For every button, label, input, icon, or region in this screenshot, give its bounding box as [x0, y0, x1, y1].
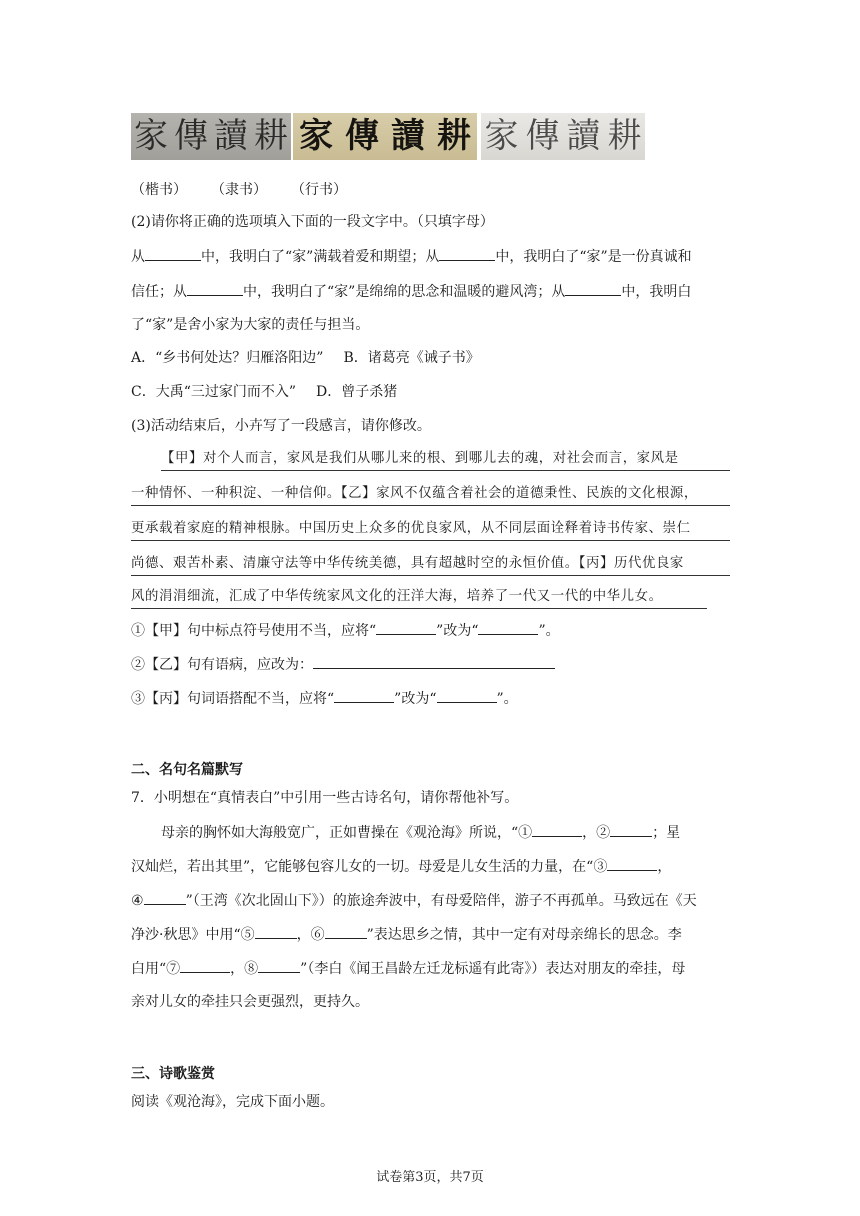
option-b: B．诸葛亮《诫子书》	[343, 350, 480, 366]
calligraphy-glyph: 傳	[174, 116, 208, 156]
calligraphy-glyph: 讀	[566, 116, 601, 156]
text: 净沙·秋思》中用“⑤	[131, 927, 255, 943]
q3-sub3	[131, 688, 518, 709]
text: 白用“⑦	[131, 961, 181, 977]
text: 信任；从	[131, 284, 187, 300]
text: ④	[131, 893, 144, 909]
passage-line: 尚德、艰苦朴素、清廉守法等中华传统美德，具有超越时空的永恒价值。【丙】历代优良家	[131, 553, 730, 576]
answer-blank[interactable]	[610, 822, 652, 837]
passage-line: 更承载着家庭的精神根脉。中国历史上众多的优良家风，从不同层面诠释着诗书传家、崇仁	[131, 518, 730, 541]
q3-sub1	[131, 620, 560, 641]
text: ，⑥	[296, 927, 325, 943]
q2-prompt: (2)请你将正确的选项填入下面的一段文字中。（只填字母）	[131, 214, 494, 230]
answer-blank[interactable]	[255, 924, 297, 939]
caption-kaishu: （楷书）	[131, 182, 187, 198]
calligraphy-image-kaishu	[131, 113, 291, 160]
text: ，⑧	[230, 961, 259, 977]
text: ”。	[538, 623, 560, 639]
q2-line-1	[131, 246, 692, 267]
q2-options-ab	[131, 348, 480, 368]
caption-lishu: （隶书）	[211, 182, 267, 198]
answer-blank[interactable]	[187, 281, 243, 296]
text: 从	[131, 249, 145, 265]
answer-blank[interactable]	[313, 654, 555, 669]
text: ，②	[582, 825, 611, 841]
option-d: D．曾子杀猪	[316, 384, 398, 400]
calligraphy-image-xingshu	[481, 113, 645, 160]
calligraphy-glyph: 家	[299, 116, 333, 156]
q2-line-3: 了“家”是舍小家为大家的责任与担当。	[131, 317, 370, 333]
passage-line: 风的涓涓细流，汇成了中华传统家风文化的汪洋大海，培养了一代又一代的中华儿女。	[131, 586, 707, 609]
section-heading: 三、诗歌鉴赏	[131, 1066, 215, 1082]
passage-line: 【甲】对个人而言，家风是我们从哪儿来的根、到哪儿去的魂，对社会而言，家风是	[161, 448, 730, 471]
q2-options-cd	[131, 382, 397, 402]
option-a: A．“乡书何处达？归雁洛阳边”	[131, 350, 324, 366]
section-heading: 二、名句名篇默写	[131, 762, 243, 778]
answer-blank[interactable]	[325, 924, 367, 939]
q7-line-3	[131, 890, 697, 911]
text: ”改为“	[394, 691, 437, 707]
calligraphy-glyph: 家	[134, 116, 168, 156]
answer-blank[interactable]	[532, 822, 582, 837]
text: ”表达思乡之情，其中一定有对母亲绵长的思念。李	[366, 927, 682, 943]
option-c: C．大禹“三过家门而不入”	[131, 384, 297, 400]
calligraphy-glyph: 耕	[437, 116, 471, 156]
text: ，	[657, 859, 672, 875]
calligraphy-glyph: 家	[484, 116, 519, 156]
calligraphy-glyph: 耕	[607, 116, 642, 156]
calligraphy-image-lishu	[293, 113, 477, 160]
caption-xingshu: （行书）	[291, 182, 347, 198]
text: ”。	[496, 691, 518, 707]
text: ；星	[652, 825, 681, 841]
text: 母亲的胸怀如大海般宽广，正如曹操在《观沧海》所说，“①	[161, 825, 533, 841]
text: 中，我明白了“家”是一份真诚和	[495, 249, 692, 265]
q7-prompt: 7．小明想在“真情表白”中引用一些古诗名句，请你帮他补写。	[131, 790, 519, 806]
answer-blank[interactable]	[258, 958, 300, 973]
calligraphy-glyph: 讀	[391, 116, 425, 156]
answer-blank[interactable]	[376, 620, 436, 635]
answer-blank[interactable]	[145, 246, 201, 261]
answer-blank[interactable]	[334, 688, 394, 703]
text: ②【乙】句有语病，应改为：	[131, 657, 313, 673]
q3-sub2	[131, 654, 555, 675]
answer-blank[interactable]	[144, 890, 186, 905]
text: ”（李白《闻王昌龄左迁龙标遥有此寄》）表达对朋友的牵挂，母	[300, 961, 686, 977]
passage-line: 一种情怀、一种积淀、一种信仰。【乙】家风不仅蕴含着社会的道德秉性、民族的文化根源，	[131, 483, 730, 506]
calligraphy-glyph: 耕	[254, 116, 288, 156]
section3-intro: 阅读《观沧海》，完成下面小题。	[131, 1094, 334, 1110]
answer-blank[interactable]	[607, 856, 657, 871]
text: 汉灿烂，若出其里”，它能够包容儿女的一切。母爱是儿女生活的力量，在“③	[131, 859, 608, 875]
calligraphy-glyph: 傳	[525, 116, 560, 156]
q7-line-1	[161, 822, 680, 843]
page-footer: 试卷第3页，共7页	[376, 1170, 484, 1185]
answer-blank[interactable]	[478, 620, 538, 635]
text: ③【丙】句词语搭配不当，应将“	[131, 691, 335, 707]
text: ①【甲】句中标点符号使用不当，应将“	[131, 623, 377, 639]
answer-blank[interactable]	[437, 688, 497, 703]
text: ”（王湾《次北固山下》）的旅途奔波中，有母爱陪伴，游子不再孤单。马致远在《天	[185, 893, 697, 909]
text: ”改为“	[436, 623, 479, 639]
calligraphy-glyph: 讀	[214, 116, 248, 156]
calligraphy-glyph: 傳	[345, 116, 379, 156]
answer-blank[interactable]	[439, 246, 495, 261]
q7-line-6: 亲对儿女的牵挂只会更强烈，更持久。	[131, 994, 369, 1010]
q3-prompt: (3)活动结束后，小卉写了一段感言，请你修改。	[131, 418, 431, 434]
text: 中，我明白了“家”满载着爱和期望；从	[201, 249, 440, 265]
q7-line-2	[131, 856, 671, 877]
text: 中，我明白	[621, 284, 692, 300]
q2-line-2	[131, 281, 691, 302]
answer-blank[interactable]	[565, 281, 621, 296]
answer-blank[interactable]	[180, 958, 230, 973]
text: 中，我明白了“家”是绵绵的思念和温暖的避风湾；从	[243, 284, 566, 300]
q7-line-5	[131, 958, 685, 979]
q7-line-4	[131, 924, 682, 945]
